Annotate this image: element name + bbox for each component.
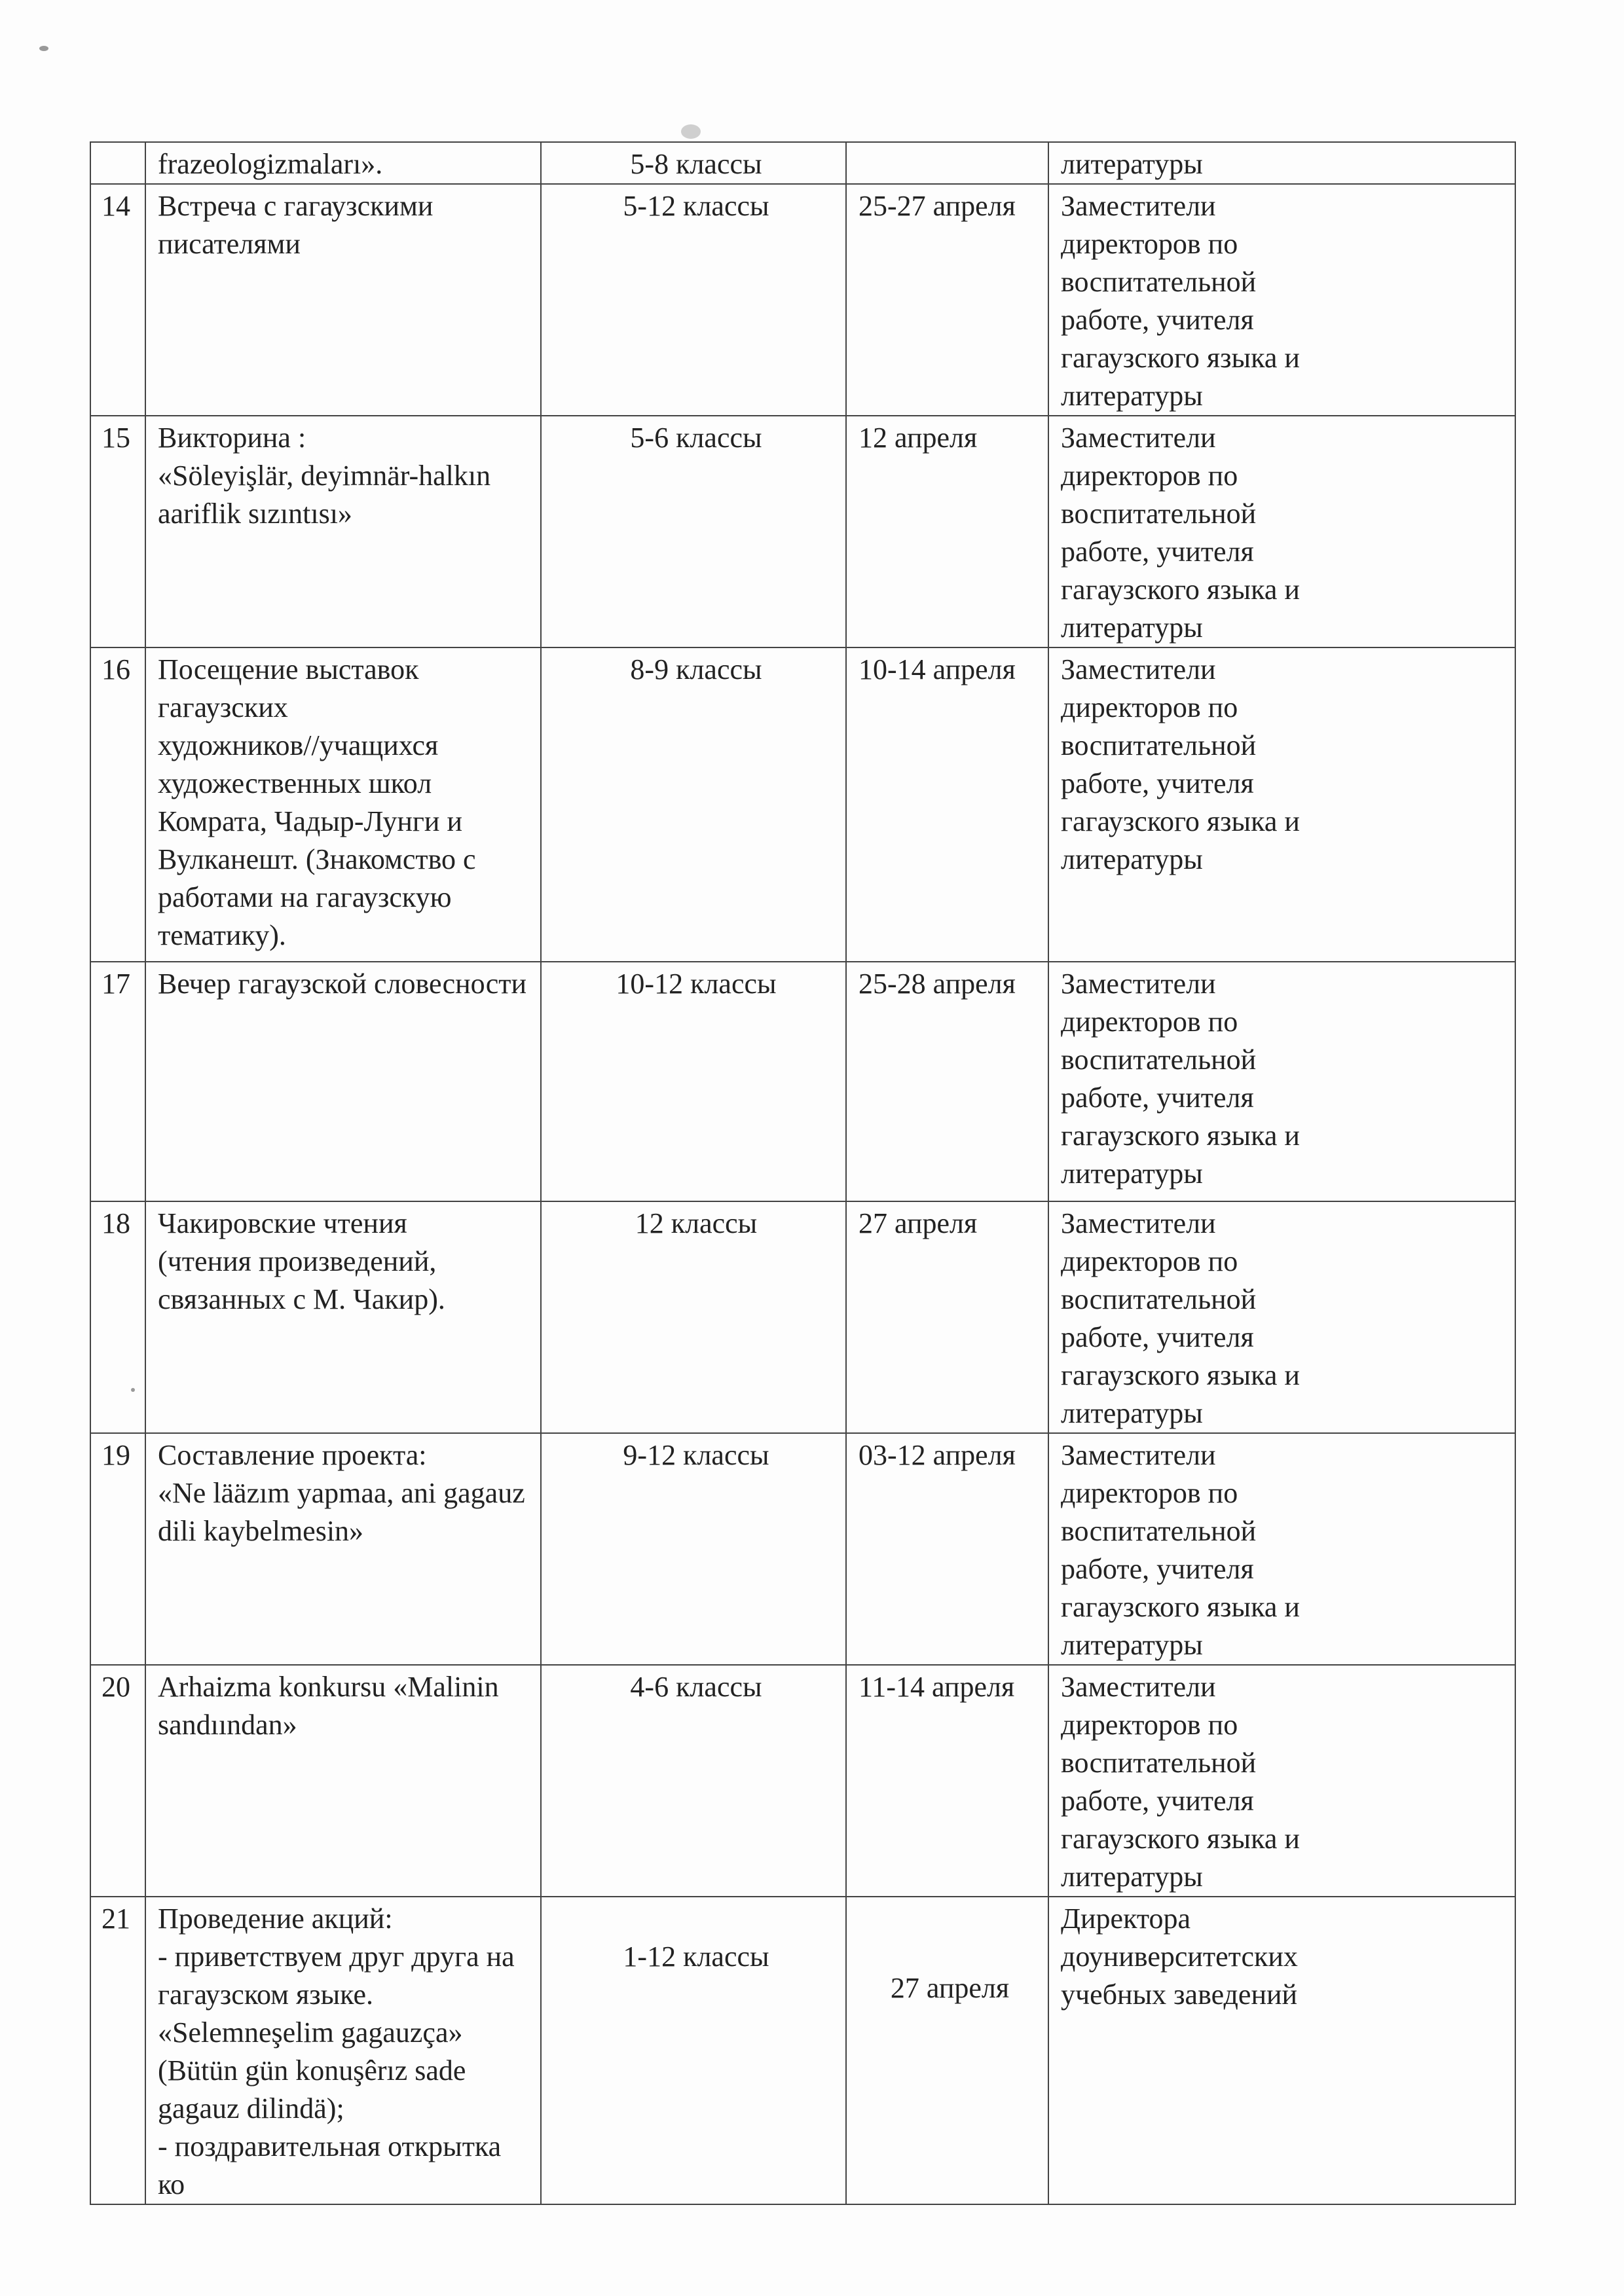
classes-cell: 10-12 классы: [541, 962, 846, 1201]
classes-cell: 4-6 классы: [541, 1665, 846, 1897]
scan-speck: [39, 46, 48, 51]
classes-cell: 1-12 классы: [541, 1897, 846, 2204]
scan-speck: [681, 124, 701, 139]
event-cell: Проведение акций: - приветствуем друг друга на гагаузском языке. «Selemneşelim gagauzça» (Bütün gün konuşêrız sade gagauz dilindä); - поздравительная открытка ко: [145, 1897, 541, 2204]
table-row: [90, 1665, 1515, 1897]
responsible-cell: Заместители директоров по воспитательной работе, учителя гагаузского языка и литературы: [1048, 416, 1515, 647]
classes-cell: 8-9 классы: [541, 647, 846, 962]
row-number: 19: [90, 1433, 145, 1665]
responsible-cell: Заместители директоров по воспитательной работе, учителя гагаузского языка и литературы: [1048, 1201, 1515, 1433]
responsible-cell: Директора доуниверситетских учебных заведений: [1048, 1897, 1515, 2204]
classes-cell: 5-12 классы: [541, 184, 846, 416]
event-cell: Составление проекта: «Ne lääzım yapmaa, ani gagauz dili kaybelmesin»: [145, 1433, 541, 1665]
table-row: [90, 1433, 1515, 1665]
responsible-cell: Заместители директоров по воспитательной работе, учителя гагаузского языка и литературы: [1048, 184, 1515, 416]
date-cell: 27 апреля: [846, 1201, 1048, 1433]
event-plan-table: [90, 141, 1516, 2205]
row-number: 15: [90, 416, 145, 647]
classes-cell: 9-12 классы: [541, 1433, 846, 1665]
event-cell: frazeologizmaları».: [145, 142, 541, 184]
row-number: 16: [90, 647, 145, 962]
classes-cell: 12 классы: [541, 1201, 846, 1433]
table-row: [90, 142, 1515, 184]
date-cell: 27 апреля: [846, 1897, 1048, 2204]
table-row: [90, 962, 1515, 1201]
date-cell: 25-28 апреля: [846, 962, 1048, 1201]
responsible-cell: Заместители директоров по воспитательной работе, учителя гагаузского языка и литературы: [1048, 647, 1515, 962]
row-number: 17: [90, 962, 145, 1201]
responsible-cell: Заместители директоров по воспитательной работе, учителя гагаузского языка и литературы: [1048, 1433, 1515, 1665]
table-row: [90, 647, 1515, 962]
classes-cell: 5-6 классы: [541, 416, 846, 647]
table-row: [90, 416, 1515, 647]
row-number: 21: [90, 1897, 145, 2204]
event-cell: Встреча с гагаузскими писателями: [145, 184, 541, 416]
date-cell: 25-27 апреля: [846, 184, 1048, 416]
responsible-cell: Заместители директоров по воспитательной работе, учителя гагаузского языка и литературы: [1048, 1665, 1515, 1897]
responsible-cell: Заместители директоров по воспитательной работе, учителя гагаузского языка и литературы: [1048, 962, 1515, 1201]
event-cell: Викторина : «Söleyişlär, deyimnär-halkın aariflik sızıntısı»: [145, 416, 541, 647]
row-number: [90, 142, 145, 184]
row-number: 20: [90, 1665, 145, 1897]
date-cell: 12 апреля: [846, 416, 1048, 647]
table-row: [90, 1201, 1515, 1433]
date-cell: 03-12 апреля: [846, 1433, 1048, 1665]
event-cell: Вечер гагаузской словесности: [145, 962, 541, 1201]
row-number: 18: [90, 1201, 145, 1433]
event-cell: Чакировские чтения (чтения произведений, связанных с М. Чакир).: [145, 1201, 541, 1433]
date-cell: 10-14 апреля: [846, 647, 1048, 962]
responsible-cell: литературы: [1048, 142, 1515, 184]
row-number: 14: [90, 184, 145, 416]
event-cell: Посещение выставок гагаузских художников//учащихся художественных школ Комрата, Чадыр-Лунги и Вулканешт. (Знакомство с работами на гагаузскую тематику).: [145, 647, 541, 962]
date-cell: 11-14 апреля: [846, 1665, 1048, 1897]
event-cell: Arhaizma konkursu «Malinin sandıından»: [145, 1665, 541, 1897]
classes-cell: 5-8 классы: [541, 142, 846, 184]
date-cell: [846, 142, 1048, 184]
table-row: [90, 1897, 1515, 2204]
table-row: [90, 184, 1515, 416]
